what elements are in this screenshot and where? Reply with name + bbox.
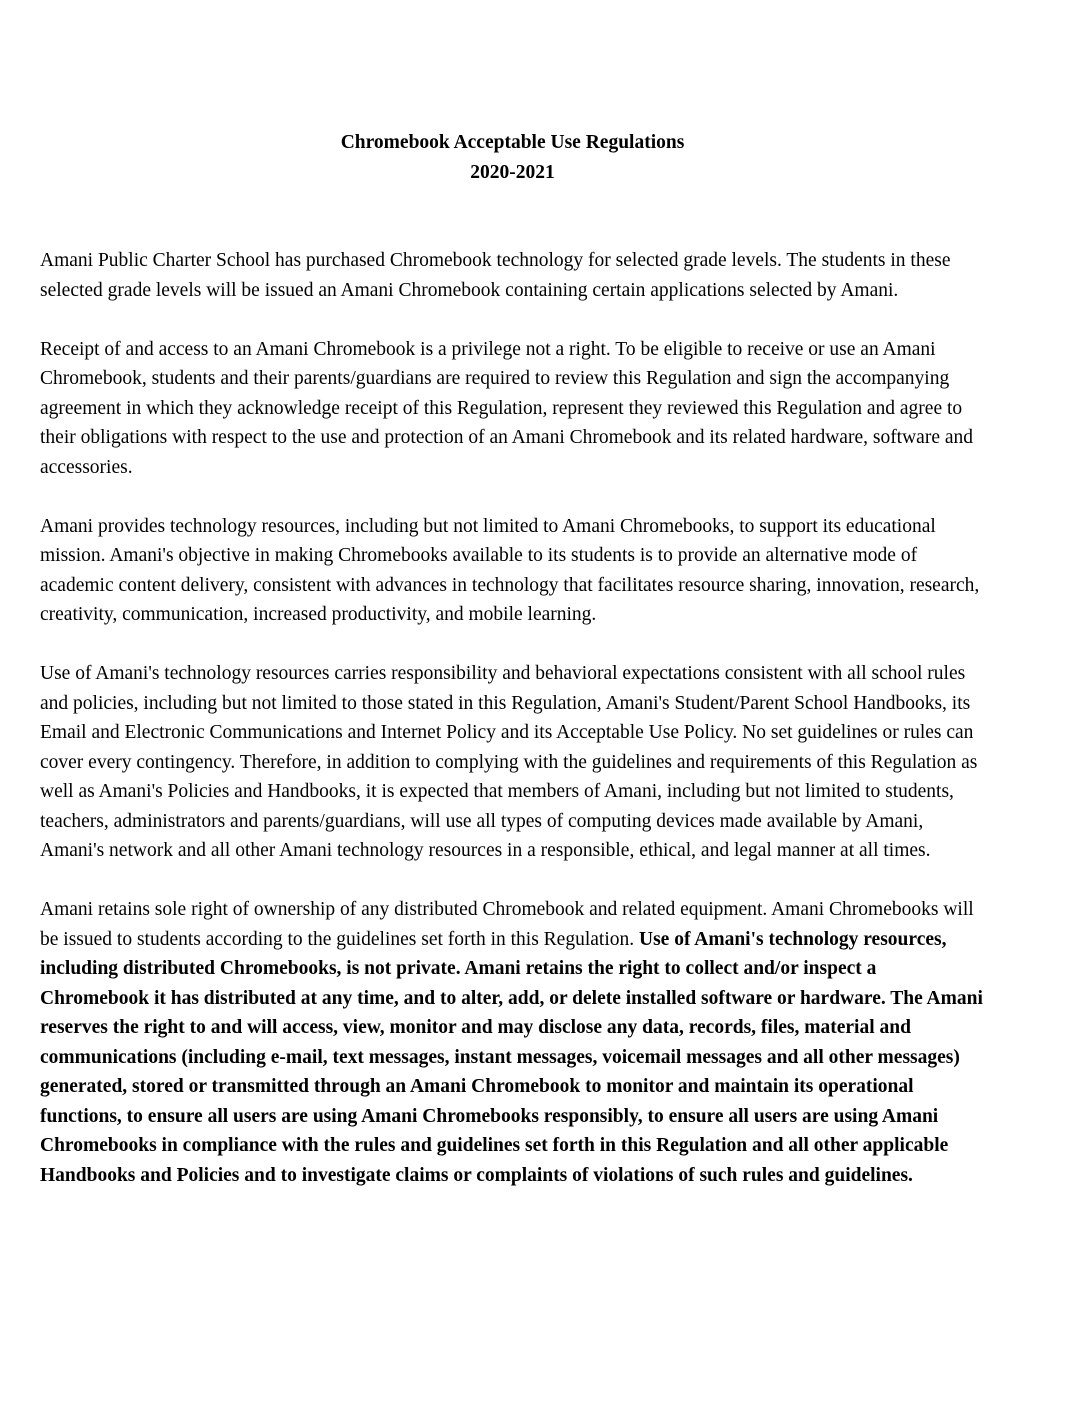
paragraph-ownership-normal-run: Amani retains sole right of ownership of any distributed Chromebook and related equipment. Amani Chromebooks will be issued to students according to the guidelines set forth in this Regulation. (40, 899, 974, 950)
paragraph-ownership-bold-run: Use of Amani's technology resources, including distributed Chromebooks, is not private. Amani retains the right to collect and/or inspect a Chromebook it has distributed at any time, and to alter, add, or delete installed software or hardware. The Amani reserves the right to and will access, view, monitor and may disclose any data, records, files, material and communications (including e-mail, text messages, instant messages, voicemail messages and all other messages) generated, stored or transmitted through an Amani Chromebook to monitor and maintain its operational functions, to ensure all users are using Amani Chromebooks responsibly, to ensure all users are using Amani Chromebooks in compliance with the rules and guidelines set forth in this Regulation and all other applicable Handbooks and Policies and to investigate claims or complaints of violations of such rules and guidelines. (40, 928, 983, 1186)
paragraph-technology-resources: Amani provides technology resources, including but not limited to Amani Chromebooks, to support its educational mission. Amani's objective in making Chromebooks available to its students is to provide an alternative mode of academic content delivery, consistent with advances in technology that facilitates resource sharing, innovation, research, creativity, communication, increased productivity, and mobile learning. (40, 515, 980, 625)
title-line-1: Chromebook Acceptable Use Regulations (340, 132, 685, 153)
document-title (40, 128, 985, 188)
paragraph-receipt-privilege: Receipt of and access to an Amani Chromebook is a privilege not a right. To be eligible to receive or use an Amani Chromebook, students and their parents/guardians are required to review this Regulation and sign the accompanying agreement in which they acknowledge receipt of this Regulation, represent they reviewed this Regulation and agree to their obligations with respect to the use and protection of an Amani Chromebook and its related hardware, software and accessories. (40, 338, 974, 478)
paragraph-responsibility: Use of Amani's technology resources carries responsibility and behavioral expectations consistent with all school rules and policies, including but not limited to those stated in this Regulation, Amani's Student/Parent School Handbooks, its Email and Electronic Communications and Internet Policy and its Acceptable Use Policy. No set guidelines or rules can cover every contingency. Therefore, in addition to complying with the guidelines and requirements of this Regulation as well as Amani's Policies and Handbooks, it is expected that members of Amani, including but not limited to students, teachers, administrators and parents/guardians, will use all types of computing devices made available by Amani, Amani's network and all other Amani technology resources in a responsible, ethical, and legal manner at all times. (40, 663, 978, 861)
title-line-2: 2020-2021 (470, 162, 555, 183)
paragraph-ownership (40, 895, 985, 1190)
paragraph-intro: Amani Public Charter School has purchased Chromebook technology for selected grade levels. The students in these selected grade levels will be issued an Amani Chromebook containing certain applications selected by Amani. (40, 250, 951, 301)
